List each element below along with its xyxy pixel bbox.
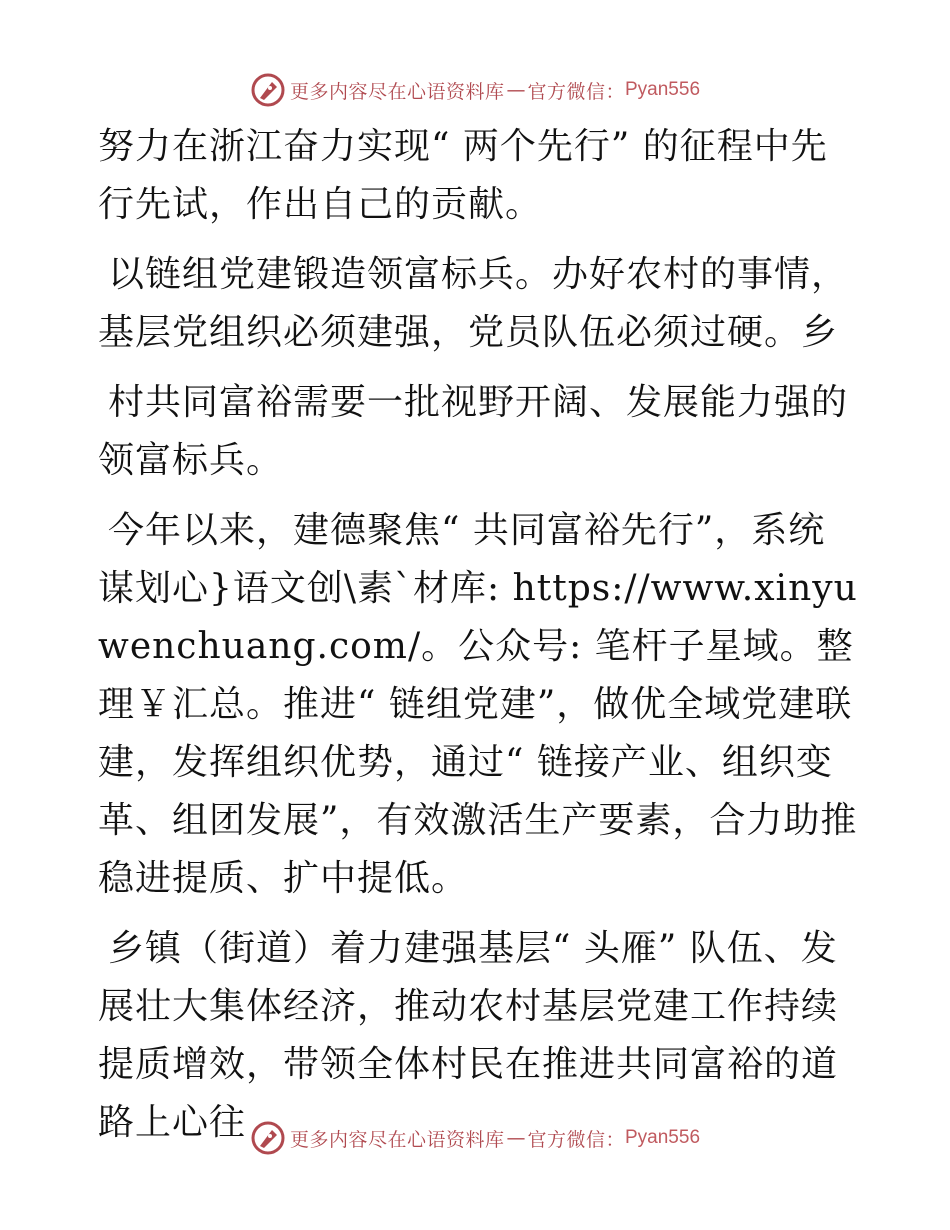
watermark-separator: —	[506, 79, 526, 101]
paragraph: 今年以来，建德聚焦“ 共同富裕先行”，系统谋划心}语文创\素`材库: https://www.xinyuwenchuang.com/。公众号: 笔杆子星域。整理￥汇总。推进“ 链组党建”，做优全域党建联建，发挥组织优势，通过“ 链接产业、组织变革、组团发展”，有效激活生产要素，合力助推稳进提质、扩中提低。	[98, 510, 858, 899]
watermark-separator: —	[506, 1127, 526, 1149]
paragraph: 村共同富裕需要一批视野开阔、发展能力强的领富标兵。	[98, 382, 849, 481]
paragraph: 努力在浙江奋力实现“ 两个先行” 的征程中先行先试，作出自己的贡献。	[98, 126, 828, 225]
paragraph: 以链组党建锻造领富标兵。办好农村的事情，基层党组织必须建强，党员队伍必须过硬。乡	[98, 254, 849, 353]
paragraph: 乡镇（街道）着力建强基层“ 头雁” 队伍、发展壮大集体经济，推动农村基层党建工作持续提质增效，带领全体村民在推进共同富裕的道路上心往	[98, 928, 839, 1143]
pen-nib-seal-icon	[250, 72, 286, 108]
watermark-id: Pyan556	[625, 1127, 701, 1148]
watermark-id: Pyan556	[625, 79, 701, 100]
watermark-label: 官方微信：	[527, 80, 625, 103]
watermark-label: 官方微信：	[527, 1128, 625, 1151]
pen-nib-seal-icon	[250, 1120, 286, 1156]
header-watermark	[0, 70, 950, 110]
document-body	[98, 118, 858, 1152]
watermark-text: 更多内容尽在心语资料库	[289, 1128, 505, 1151]
footer-watermark	[0, 1118, 950, 1158]
watermark-text: 更多内容尽在心语资料库	[289, 80, 505, 103]
